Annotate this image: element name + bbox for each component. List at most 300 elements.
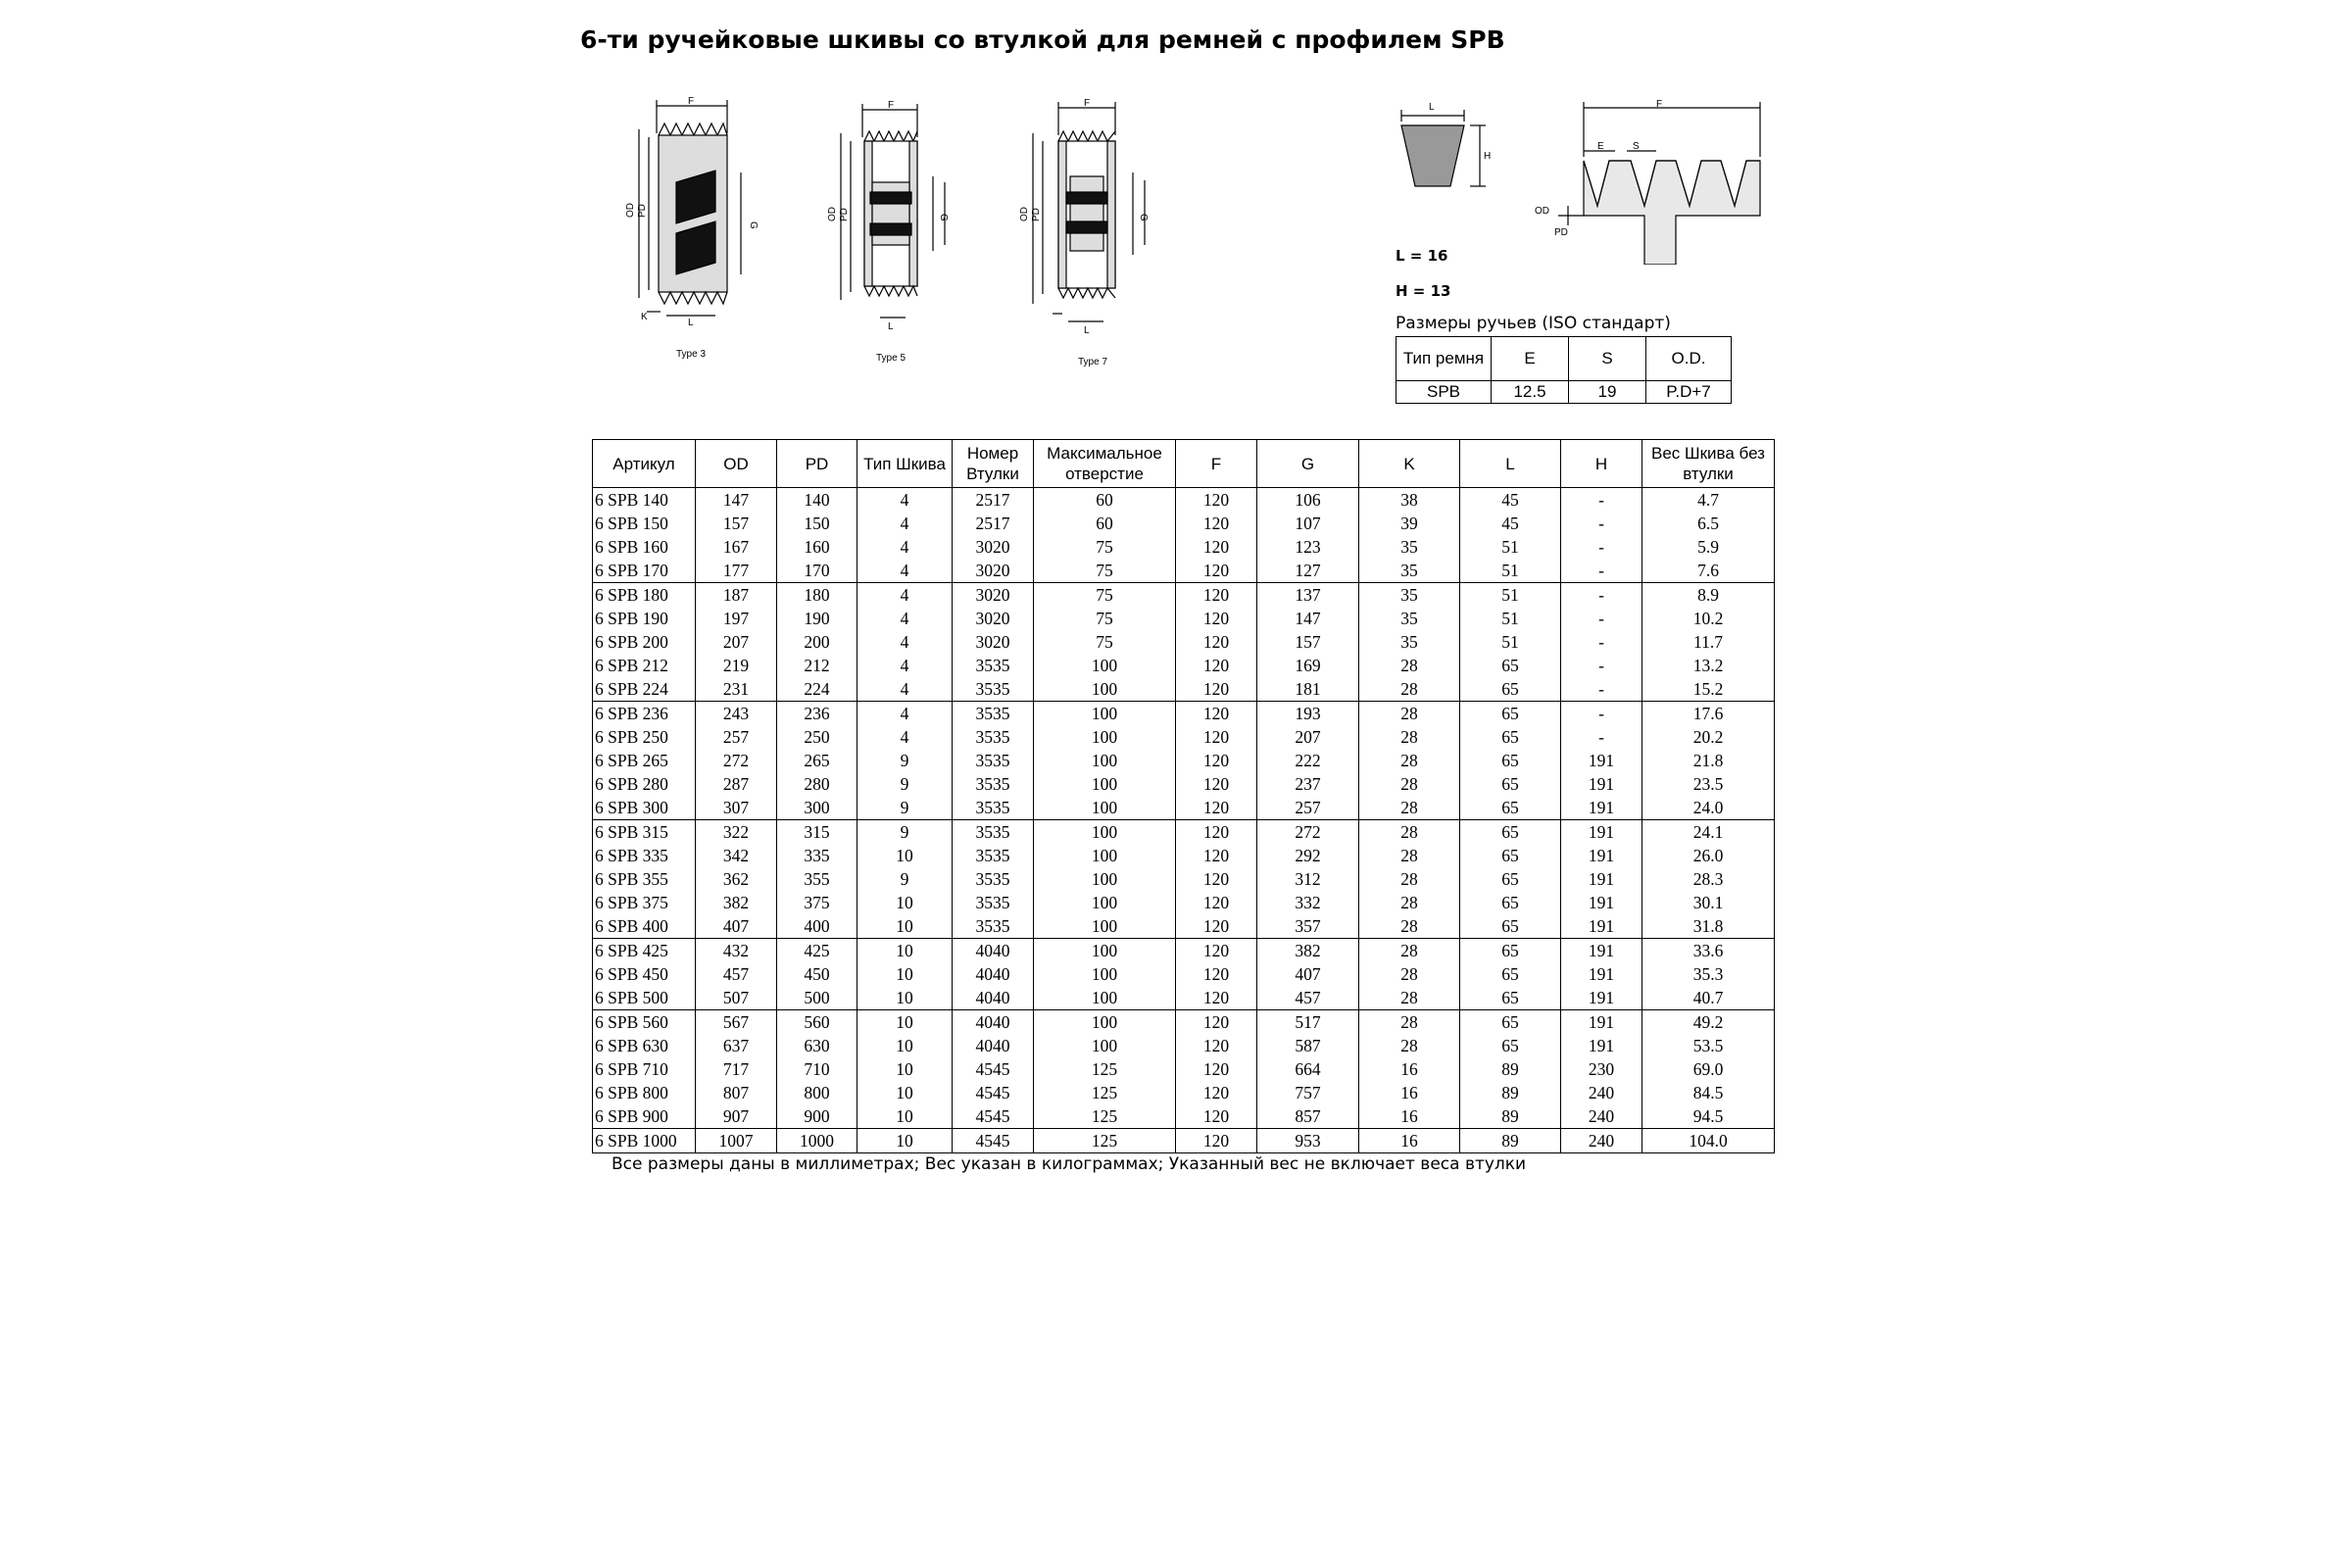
iso-header-cell: O.D. — [1646, 337, 1732, 381]
table-cell: 4 — [858, 677, 953, 702]
table-cell: 100 — [1034, 939, 1176, 963]
table-row — [593, 891, 1775, 914]
iso-header-cell: Тип ремня — [1396, 337, 1492, 381]
table-cell: 65 — [1460, 654, 1561, 677]
table-cell: 89 — [1460, 1057, 1561, 1081]
table-cell: 191 — [1561, 962, 1642, 986]
table-cell: 28 — [1359, 749, 1460, 772]
article-cell: 6 SPB 224 — [593, 677, 696, 702]
column-header: Артикул — [593, 440, 696, 488]
table-cell: 3535 — [953, 820, 1034, 845]
table-cell: 65 — [1460, 702, 1561, 726]
table-cell: 75 — [1034, 583, 1176, 608]
table-cell: 120 — [1176, 488, 1257, 513]
table-row — [593, 1034, 1775, 1057]
page-title: 6-ти ручейковые шкивы со втулкой для ремней с профилем SPB — [580, 25, 1505, 54]
table-row — [593, 772, 1775, 796]
table-cell: 272 — [696, 749, 777, 772]
table-row — [593, 488, 1775, 513]
table-cell: 4 — [858, 607, 953, 630]
table-cell: 4040 — [953, 1034, 1034, 1057]
table-cell: - — [1561, 630, 1642, 654]
table-cell: 177 — [696, 559, 777, 583]
table-cell: 75 — [1034, 559, 1176, 583]
table-cell: 900 — [777, 1104, 858, 1129]
table-cell: 4 — [858, 654, 953, 677]
column-header: Тип Шкива — [858, 440, 953, 488]
table-cell: 3020 — [953, 583, 1034, 608]
f-label: F — [1084, 98, 1091, 109]
table-cell: 89 — [1460, 1081, 1561, 1104]
table-cell: 3020 — [953, 630, 1034, 654]
table-cell: 120 — [1176, 844, 1257, 867]
table-cell: 100 — [1034, 986, 1176, 1010]
table-cell: 28 — [1359, 796, 1460, 820]
table-row — [593, 512, 1775, 535]
table-cell: 51 — [1460, 535, 1561, 559]
table-cell: 51 — [1460, 583, 1561, 608]
table-cell: 100 — [1034, 844, 1176, 867]
table-cell: 230 — [1561, 1057, 1642, 1081]
table-cell: 857 — [1257, 1104, 1359, 1129]
table-cell: 193 — [1257, 702, 1359, 726]
l-label: L — [1084, 325, 1090, 336]
table-row — [593, 1129, 1775, 1153]
table-row — [593, 796, 1775, 820]
table-cell: 407 — [1257, 962, 1359, 986]
table-cell: 9 — [858, 772, 953, 796]
table-cell: 180 — [777, 583, 858, 608]
pd-label: PD — [1031, 208, 1042, 221]
table-cell: 65 — [1460, 796, 1561, 820]
table-cell: 342 — [696, 844, 777, 867]
table-cell: 3020 — [953, 607, 1034, 630]
table-cell: 4040 — [953, 1010, 1034, 1035]
table-cell: 120 — [1176, 607, 1257, 630]
table-cell: 280 — [777, 772, 858, 796]
table-cell: 28 — [1359, 891, 1460, 914]
article-cell: 6 SPB 560 — [593, 1010, 696, 1035]
table-cell: 3020 — [953, 535, 1034, 559]
table-cell: 28 — [1359, 962, 1460, 986]
table-cell: - — [1561, 654, 1642, 677]
table-row — [593, 986, 1775, 1010]
table-row — [593, 677, 1775, 702]
table-cell: - — [1561, 725, 1642, 749]
table-cell: 10 — [858, 1129, 953, 1153]
table-cell: 400 — [777, 914, 858, 939]
table-cell: 120 — [1176, 1129, 1257, 1153]
table-cell: 28 — [1359, 772, 1460, 796]
table-cell: 4545 — [953, 1081, 1034, 1104]
column-header: PD — [777, 440, 858, 488]
table-cell: 212 — [777, 654, 858, 677]
table-cell: 10 — [858, 1057, 953, 1081]
table-cell: 100 — [1034, 654, 1176, 677]
table-cell: 21.8 — [1642, 749, 1775, 772]
table-cell: 28 — [1359, 939, 1460, 963]
table-cell: 28 — [1359, 867, 1460, 891]
table-cell: 120 — [1176, 772, 1257, 796]
table-cell: 4040 — [953, 939, 1034, 963]
table-cell: 200 — [777, 630, 858, 654]
table-cell: 100 — [1034, 702, 1176, 726]
f-label: F — [688, 96, 695, 107]
table-cell: 432 — [696, 939, 777, 963]
table-cell: 10 — [858, 1010, 953, 1035]
article-cell: 6 SPB 315 — [593, 820, 696, 845]
table-cell: 147 — [696, 488, 777, 513]
table-cell: 125 — [1034, 1129, 1176, 1153]
table-cell: 3535 — [953, 772, 1034, 796]
table-cell: 4 — [858, 559, 953, 583]
table-cell: 65 — [1460, 986, 1561, 1010]
table-cell: 500 — [777, 986, 858, 1010]
table-cell: 120 — [1176, 867, 1257, 891]
table-cell: 807 — [696, 1081, 777, 1104]
table-cell: 24.1 — [1642, 820, 1775, 845]
table-cell: 560 — [777, 1010, 858, 1035]
table-cell: 120 — [1176, 630, 1257, 654]
table-cell: 100 — [1034, 962, 1176, 986]
table-cell: 4 — [858, 630, 953, 654]
pulley-type7-drawing — [1009, 98, 1156, 374]
table-cell: 10 — [858, 962, 953, 986]
table-cell: 4040 — [953, 962, 1034, 986]
pulley-type5-drawing — [823, 98, 960, 372]
table-cell: 120 — [1176, 1057, 1257, 1081]
table-cell: 120 — [1176, 725, 1257, 749]
g-label: G — [938, 214, 949, 221]
table-cell: 107 — [1257, 512, 1359, 535]
table-cell: 100 — [1034, 820, 1176, 845]
table-cell: 181 — [1257, 677, 1359, 702]
table-cell: 9 — [858, 796, 953, 820]
table-cell: 120 — [1176, 559, 1257, 583]
table-cell: 2517 — [953, 488, 1034, 513]
article-cell: 6 SPB 150 — [593, 512, 696, 535]
table-cell: 120 — [1176, 1034, 1257, 1057]
table-cell: 157 — [1257, 630, 1359, 654]
table-cell: 3535 — [953, 749, 1034, 772]
table-cell: 65 — [1460, 820, 1561, 845]
table-cell: 120 — [1176, 986, 1257, 1010]
table-cell: 65 — [1460, 867, 1561, 891]
table-cell: - — [1561, 512, 1642, 535]
table-cell: 104.0 — [1642, 1129, 1775, 1153]
od-label: OD — [625, 203, 636, 218]
table-cell: 49.2 — [1642, 1010, 1775, 1035]
table-cell: 11.7 — [1642, 630, 1775, 654]
table-cell: 5.9 — [1642, 535, 1775, 559]
table-row — [593, 607, 1775, 630]
article-cell: 6 SPB 500 — [593, 986, 696, 1010]
table-cell: 757 — [1257, 1081, 1359, 1104]
table-cell: 450 — [777, 962, 858, 986]
article-cell: 6 SPB 355 — [593, 867, 696, 891]
table-cell: 120 — [1176, 1010, 1257, 1035]
table-cell: 187 — [696, 583, 777, 608]
table-cell: 28 — [1359, 844, 1460, 867]
table-cell: 137 — [1257, 583, 1359, 608]
table-cell: 4.7 — [1642, 488, 1775, 513]
table-cell: 4 — [858, 535, 953, 559]
table-cell: 160 — [777, 535, 858, 559]
table-cell: 287 — [696, 772, 777, 796]
table-cell: 191 — [1561, 820, 1642, 845]
table-cell: 94.5 — [1642, 1104, 1775, 1129]
iso-caption: Размеры ручьев (ISO стандарт) — [1396, 314, 1671, 333]
table-cell: 16 — [1359, 1057, 1460, 1081]
table-cell: 243 — [696, 702, 777, 726]
iso-header-cell: S — [1569, 337, 1646, 381]
table-cell: 28.3 — [1642, 867, 1775, 891]
table-cell: 51 — [1460, 559, 1561, 583]
article-cell: 6 SPB 140 — [593, 488, 696, 513]
table-row — [593, 962, 1775, 986]
table-cell: 35.3 — [1642, 962, 1775, 986]
table-cell: 4 — [858, 583, 953, 608]
table-cell: 35 — [1359, 607, 1460, 630]
groove-s-label: S — [1633, 141, 1640, 152]
table-cell: 315 — [777, 820, 858, 845]
groove-od-label: OD — [1535, 206, 1549, 217]
iso-header-cell: E — [1492, 337, 1569, 381]
table-cell: 106 — [1257, 488, 1359, 513]
table-cell: 190 — [777, 607, 858, 630]
table-cell: 84.5 — [1642, 1081, 1775, 1104]
table-cell: 10 — [858, 844, 953, 867]
table-cell: 3535 — [953, 796, 1034, 820]
table-cell: 300 — [777, 796, 858, 820]
table-cell: 224 — [777, 677, 858, 702]
table-row — [593, 1104, 1775, 1129]
table-cell: 167 — [696, 535, 777, 559]
table-cell: 65 — [1460, 891, 1561, 914]
table-cell: 237 — [1257, 772, 1359, 796]
table-cell: 3535 — [953, 654, 1034, 677]
article-cell: 6 SPB 265 — [593, 749, 696, 772]
table-cell: 100 — [1034, 1010, 1176, 1035]
iso-data-cell: SPB — [1396, 381, 1492, 404]
table-cell: 4 — [858, 512, 953, 535]
table-cell: 292 — [1257, 844, 1359, 867]
article-cell: 6 SPB 200 — [593, 630, 696, 654]
table-cell: 23.5 — [1642, 772, 1775, 796]
table-cell: 150 — [777, 512, 858, 535]
table-cell: 517 — [1257, 1010, 1359, 1035]
od-label: OD — [1019, 207, 1030, 221]
table-cell: 17.6 — [1642, 702, 1775, 726]
table-cell: - — [1561, 607, 1642, 630]
column-header: F — [1176, 440, 1257, 488]
table-cell: 240 — [1561, 1104, 1642, 1129]
article-cell: 6 SPB 190 — [593, 607, 696, 630]
table-cell: 89 — [1460, 1104, 1561, 1129]
column-header: L — [1460, 440, 1561, 488]
table-cell: 120 — [1176, 654, 1257, 677]
table-cell: 28 — [1359, 986, 1460, 1010]
belt-h-label: H — [1484, 151, 1492, 162]
article-cell: 6 SPB 900 — [593, 1104, 696, 1129]
table-cell: 120 — [1176, 749, 1257, 772]
article-cell: 6 SPB 800 — [593, 1081, 696, 1104]
table-cell: 35 — [1359, 535, 1460, 559]
table-cell: 10 — [858, 1034, 953, 1057]
table-cell: 10 — [858, 939, 953, 963]
table-cell: 28 — [1359, 1034, 1460, 1057]
table-cell: 10 — [858, 914, 953, 939]
table-cell: 60 — [1034, 488, 1176, 513]
table-cell: 587 — [1257, 1034, 1359, 1057]
table-cell: - — [1561, 559, 1642, 583]
pd-label: PD — [637, 204, 648, 218]
table-cell: 75 — [1034, 535, 1176, 559]
table-row — [593, 820, 1775, 845]
table-cell: 240 — [1561, 1129, 1642, 1153]
table-cell: 191 — [1561, 749, 1642, 772]
table-cell: 35 — [1359, 559, 1460, 583]
f-label: F — [888, 100, 895, 111]
pulley-type3-drawing — [617, 94, 764, 368]
table-row — [593, 939, 1775, 963]
table-cell: 9 — [858, 867, 953, 891]
k-label: K — [641, 312, 648, 322]
article-cell: 6 SPB 160 — [593, 535, 696, 559]
table-cell: 120 — [1176, 891, 1257, 914]
column-header: Вес Шкива без втулки — [1642, 440, 1775, 488]
table-cell: 100 — [1034, 867, 1176, 891]
table-cell: 907 — [696, 1104, 777, 1129]
belt-profile-drawing — [1392, 96, 1509, 194]
table-cell: 197 — [696, 607, 777, 630]
table-row — [593, 535, 1775, 559]
table-cell: 322 — [696, 820, 777, 845]
table-cell: 6.5 — [1642, 512, 1775, 535]
article-cell: 6 SPB 170 — [593, 559, 696, 583]
table-cell: 191 — [1561, 772, 1642, 796]
table-cell: 120 — [1176, 796, 1257, 820]
table-cell: 272 — [1257, 820, 1359, 845]
table-row — [593, 583, 1775, 608]
table-cell: 312 — [1257, 867, 1359, 891]
table-cell: 65 — [1460, 1010, 1561, 1035]
column-header: Номер Втулки — [953, 440, 1034, 488]
table-cell: 100 — [1034, 914, 1176, 939]
table-cell: 65 — [1460, 1034, 1561, 1057]
table-cell: 33.6 — [1642, 939, 1775, 963]
table-cell: 75 — [1034, 607, 1176, 630]
table-cell: 457 — [1257, 986, 1359, 1010]
table-cell: 35 — [1359, 583, 1460, 608]
table-cell: 100 — [1034, 749, 1176, 772]
table-cell: 191 — [1561, 939, 1642, 963]
column-header: OD — [696, 440, 777, 488]
column-header: G — [1257, 440, 1359, 488]
table-cell: 120 — [1176, 677, 1257, 702]
table-cell: 125 — [1034, 1104, 1176, 1129]
table-cell: 120 — [1176, 914, 1257, 939]
table-cell: 65 — [1460, 962, 1561, 986]
article-cell: 6 SPB 180 — [593, 583, 696, 608]
table-cell: 4040 — [953, 986, 1034, 1010]
table-cell: 53.5 — [1642, 1034, 1775, 1057]
table-cell: 30.1 — [1642, 891, 1775, 914]
table-cell: 65 — [1460, 844, 1561, 867]
table-cell: 9 — [858, 820, 953, 845]
table-cell: 191 — [1561, 891, 1642, 914]
table-cell: 100 — [1034, 1034, 1176, 1057]
article-cell: 6 SPB 250 — [593, 725, 696, 749]
table-cell: 75 — [1034, 630, 1176, 654]
table-row — [593, 914, 1775, 939]
article-cell: 6 SPB 212 — [593, 654, 696, 677]
table-cell: 28 — [1359, 702, 1460, 726]
iso-data-cell: 19 — [1569, 381, 1646, 404]
table-cell: 1007 — [696, 1129, 777, 1153]
table-cell: 24.0 — [1642, 796, 1775, 820]
table-cell: 69.0 — [1642, 1057, 1775, 1081]
table-cell: 425 — [777, 939, 858, 963]
table-cell: 38 — [1359, 488, 1460, 513]
table-cell: 147 — [1257, 607, 1359, 630]
iso-data-cell: 12.5 — [1492, 381, 1569, 404]
table-cell: 127 — [1257, 559, 1359, 583]
table-cell: 35 — [1359, 630, 1460, 654]
table-cell: 207 — [1257, 725, 1359, 749]
table-cell: 16 — [1359, 1104, 1460, 1129]
table-cell: 3535 — [953, 677, 1034, 702]
table-cell: 16 — [1359, 1081, 1460, 1104]
table-cell: 219 — [696, 654, 777, 677]
table-cell: 169 — [1257, 654, 1359, 677]
table-cell: 20.2 — [1642, 725, 1775, 749]
table-cell: 4545 — [953, 1104, 1034, 1129]
table-cell: 125 — [1034, 1057, 1176, 1081]
table-cell: 65 — [1460, 939, 1561, 963]
table-cell: 710 — [777, 1057, 858, 1081]
table-cell: 120 — [1176, 820, 1257, 845]
table-cell: 191 — [1561, 1010, 1642, 1035]
pulley-spec-table — [592, 439, 1775, 1153]
table-cell: 3535 — [953, 914, 1034, 939]
article-cell: 6 SPB 425 — [593, 939, 696, 963]
table-cell: 40.7 — [1642, 986, 1775, 1010]
article-cell: 6 SPB 630 — [593, 1034, 696, 1057]
article-cell: 6 SPB 375 — [593, 891, 696, 914]
od-label: OD — [827, 207, 838, 221]
table-cell: 2517 — [953, 512, 1034, 535]
table-cell: 51 — [1460, 630, 1561, 654]
table-cell: 355 — [777, 867, 858, 891]
table-cell: 222 — [1257, 749, 1359, 772]
table-cell: - — [1561, 535, 1642, 559]
table-cell: 3535 — [953, 844, 1034, 867]
article-cell: 6 SPB 450 — [593, 962, 696, 986]
table-cell: - — [1561, 702, 1642, 726]
article-cell: 6 SPB 335 — [593, 844, 696, 867]
table-row — [593, 702, 1775, 726]
table-cell: 65 — [1460, 725, 1561, 749]
table-row — [593, 867, 1775, 891]
groove-profile-drawing — [1529, 98, 1764, 265]
table-cell: 362 — [696, 867, 777, 891]
table-cell: 357 — [1257, 914, 1359, 939]
table-cell: 31.8 — [1642, 914, 1775, 939]
table-cell: 240 — [1561, 1081, 1642, 1104]
table-cell: 236 — [777, 702, 858, 726]
table-cell: 65 — [1460, 772, 1561, 796]
